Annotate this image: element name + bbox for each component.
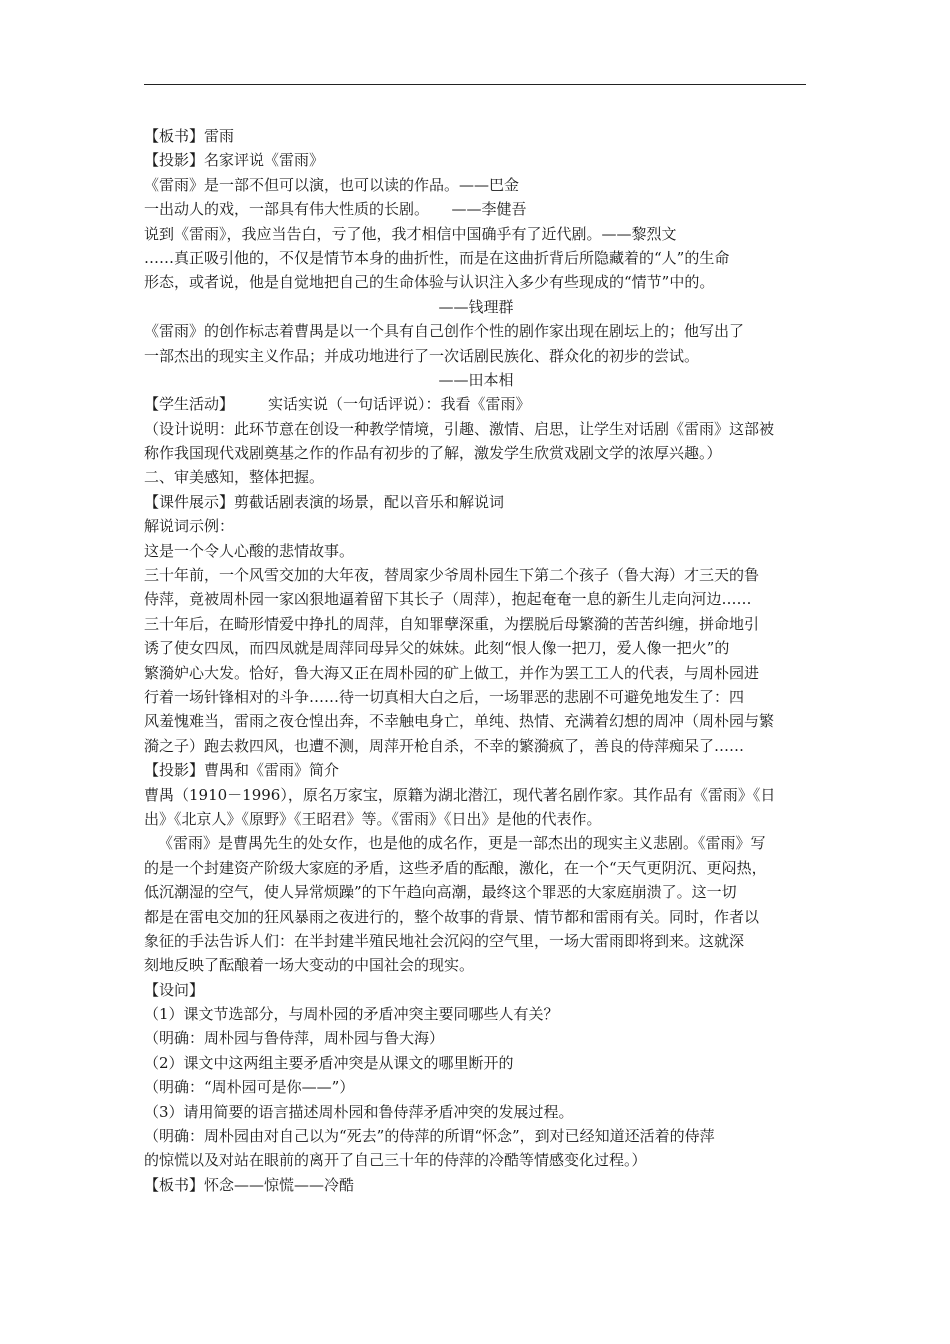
header-rule (144, 84, 806, 85)
narration-line-4: 三十年后，在畸形情爱中挣扎的周萍，自知罪孽深重，为摆脱后母繁漪的苦苦纠缠，拼命地引 (144, 614, 760, 633)
student-activity-label: 【学生活动】 (144, 395, 235, 414)
projection-heading: 【投影】名家评说《雷雨》 (144, 151, 325, 170)
document-body (144, 124, 808, 1197)
intro-heading: 【投影】曹禺和《雷雨》简介 (144, 761, 340, 780)
caoyu-bio-2: 出》《北京人》《原野》《王昭君》等。《雷雨》《日出》是他的代表作。 (144, 809, 602, 828)
design-note-2: 称作我国现代戏剧奠基之作的作品有初步的了解，激发学生欣赏戏剧文学的浓厚兴趣。） (144, 444, 722, 463)
quote-tianbenxiang-1: 《雷雨》的创作标志着曹禺是以一个具有自己创作个性的剧作家出现在剧坛上的；他写出了 (144, 322, 745, 341)
narration-line-3: 侍萍，竟被周朴园一家凶狠地逼着留下其长子（周萍），抱起奄奄一息的新生儿走向河边…… (144, 590, 752, 609)
quote-lijianwu: 一出动人的戏，一部具有伟大性质的长剧。 ——李健吾 (144, 200, 527, 219)
narration-line-9: 漪之子）跑去救四风，也遭不测，周萍开枪自杀，不幸的繁漪疯了，善良的侍萍痴呆了…… (144, 736, 745, 755)
leiyu-intro-4: 都是在雷电交加的狂风暴雨之夜进行的，整个故事的背景、情节都和雷雨有关。同时，作者以 (144, 907, 760, 926)
questions-heading: 【设问】 (144, 980, 205, 999)
narration-line-5: 诱了使女四凤，而四凤就是周萍同母异父的妹妹。此刻“恨人像一把刀，爱人像一把火”的 (144, 639, 730, 658)
courseware-display: 【课件展示】剪截话剧表演的场景，配以音乐和解说词 (144, 492, 505, 511)
caoyu-bio-1: 曹禺（1910－1996），原名万家宝，原籍为湖北潜江，现代著名剧作家。其作品有《雷雨》《日 (144, 785, 776, 804)
attribution-qianliqun: ——钱理群 (438, 297, 514, 316)
narration-line-7: 行着一场针锋相对的斗争……待一切真相大白之后，一场罪恶的悲剧不可避免地发生了：四 (144, 687, 745, 706)
student-activity-line (144, 392, 808, 416)
quote-lilewen: 说到《雷雨》，我应当告白，亏了他，我才相信中国确乎有了近代剧。——黎烈文 (144, 224, 677, 243)
question-3: （3）请用简要的语言描述周朴园和鲁侍萍矛盾冲突的发展过程。 (144, 1102, 574, 1121)
narration-line-2: 三十年前，一个风雪交加的大年夜，替周家少爷周朴园生下第二个孩子（鲁大海）才三天的鲁 (144, 566, 760, 585)
board-title-line: 【板书】雷雨 (144, 127, 235, 145)
question-1: （1）课文节选部分，与周朴园的矛盾冲突主要同哪些人有关？ (144, 1005, 559, 1024)
answer-2: （明确：“周朴园可是你——”） (144, 1078, 355, 1097)
section-heading-2: 二、审美感知，整体把握。 (144, 468, 325, 487)
attribution-tianbenxiang: ——田本相 (438, 370, 514, 389)
leiyu-intro-2: 的是一个封建资产阶级大家庭的矛盾，这些矛盾的酝酿，激化，在一个“天气更阴沉、更闷热， (144, 858, 767, 877)
question-2: （2）课文中这两组主要矛盾冲突是从课文的哪里断开的 (144, 1053, 514, 1072)
design-note-1: （设计说明：此环节意在创设一种教学情境，引趣、激情、启思，让学生对话剧《雷雨》这部被 (144, 419, 775, 438)
quote-bajin: 《雷雨》是一部不但可以演，也可以读的作品。——巴金 (144, 175, 520, 194)
leiyu-intro-3: 低沉潮湿的空气，使人异常烦躁”的下午趋向高潮，最终这个罪恶的大家庭崩溃了。这一切 (144, 883, 737, 902)
answer-3-2: 的惊慌以及对站在眼前的离开了自己三十年的侍萍的冷酷等情感变化过程。） (144, 1151, 647, 1170)
quote-qianliqun-1: ……真正吸引他的，不仅是情节本身的曲折性，而是在这曲折背后所隐藏着的“人”的生命 (144, 248, 730, 267)
narration-example-label: 解说词示例： (144, 517, 235, 536)
quote-tianbenxiang-2: 一部杰出的现实主义作品；并成功地进行了一次话剧民族化、群众化的初步的尝试。 (144, 346, 700, 365)
leiyu-intro-5: 象征的手法告诉人们：在半封建半殖民地社会沉闷的空气里，一场大雷雨即将到来。这就深 (144, 931, 745, 950)
narration-line-6: 繁漪妒心大发。恰好，鲁大海又正在周朴园的矿上做工，并作为罢工工人的代表，与周朴园进 (144, 663, 760, 682)
student-activity-text: 实话实说（一句话评说）：我看《雷雨》 (268, 395, 531, 414)
board-summary-line: 【板书】怀念——惊慌——冷酷 (144, 1175, 355, 1194)
narration-line-1: 这是一个令人心酸的悲情故事。 (144, 541, 355, 560)
leiyu-intro-6: 刻地反映了酝酿着一场大变动的中国社会的现实。 (144, 956, 475, 975)
narration-line-8: 风羞愧难当，雷雨之夜仓惶出奔，不幸触电身亡，单纯、热情、充满着幻想的周冲（周朴园与繁 (144, 712, 775, 731)
answer-3-1: （明确：周朴园由对自己以为“死去”的侍萍的所谓“怀念”，到对已经知道还活着的侍萍 (144, 1127, 715, 1146)
answer-1: （明确：周朴园与鲁侍萍，周朴园与鲁大海） (144, 1029, 445, 1048)
leiyu-intro-1: 《雷雨》是曹禺先生的处女作，也是他的成名作，更是一部杰出的现实主义悲剧。《雷雨》写 (158, 834, 766, 853)
quote-qianliqun-2: 形态，或者说，他是自觉地把自己的生命体验与认识注入多少有些现成的“情节”中的。 (144, 273, 715, 292)
